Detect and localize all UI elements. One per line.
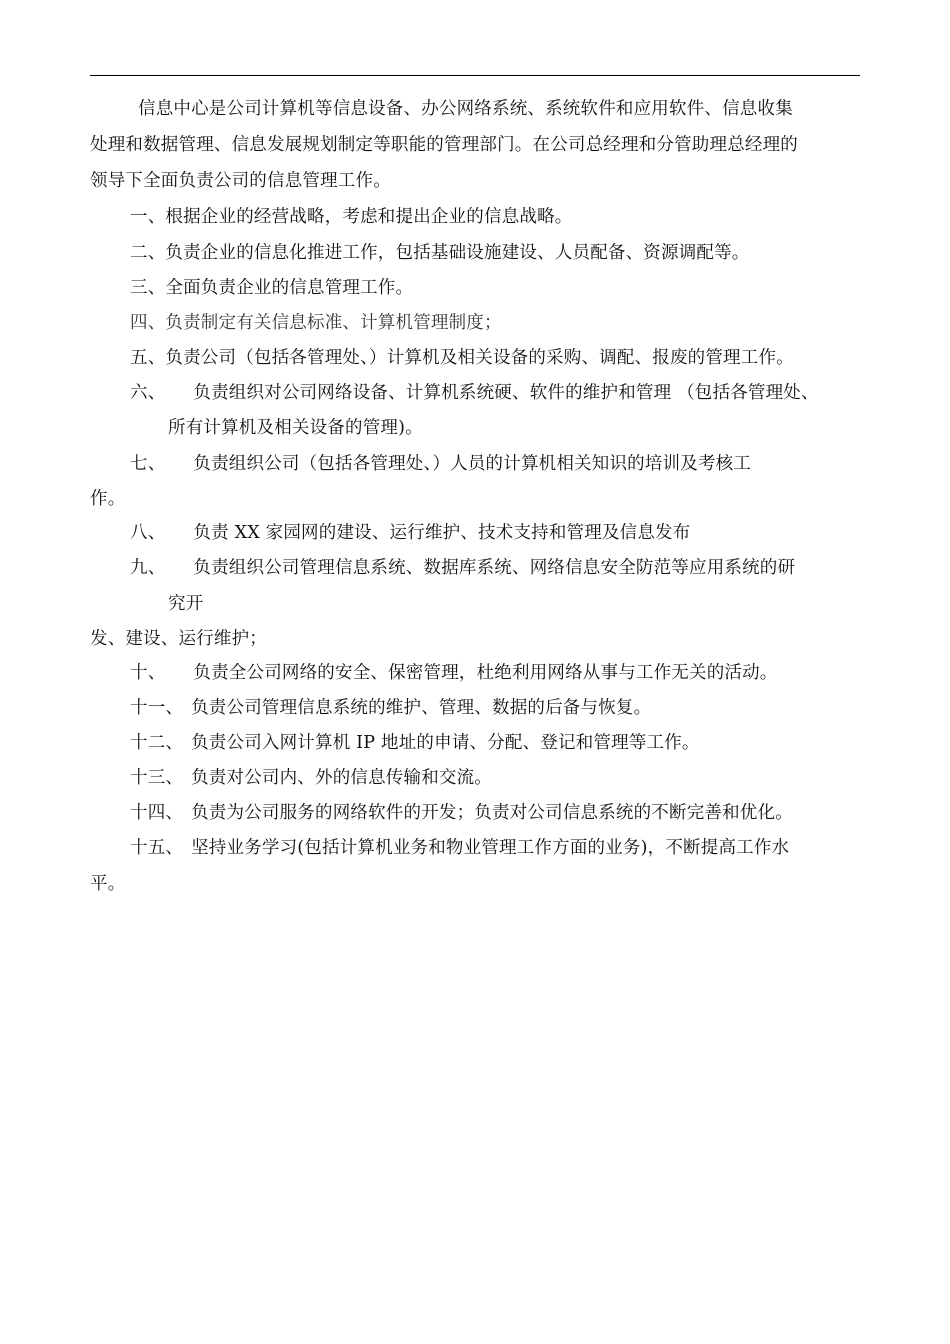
item-text: 负责为公司服务的网络软件的开发；负责对公司信息系统的不断完善和优化。 — [191, 803, 793, 823]
list-item — [130, 453, 751, 475]
list-item — [130, 382, 819, 404]
item-text: 负责组织对公司网络设备、计算机系统硬、软件的维护和管理 （包括各管理处、 — [193, 383, 819, 403]
item-text: 负责 XX 家园网的建设、运行维护、技术支持和管理及信息发布 — [193, 523, 691, 543]
item-text: 负责全公司网络的安全、保密管理，杜绝利用网络从事与工作无关的活动。 — [193, 663, 778, 683]
item-continuation: 究开 — [168, 594, 204, 614]
item-number: 四、 — [130, 313, 166, 333]
item-number: 一、 — [130, 207, 166, 227]
item-number: 十四、 — [130, 803, 184, 823]
list-item — [130, 802, 793, 824]
item-text: 负责公司管理信息系统的维护、管理、数据的后备与恢复。 — [191, 698, 652, 718]
list-item — [130, 206, 573, 228]
item-number: 三、 — [130, 278, 166, 298]
item-number: 十一、 — [130, 698, 184, 718]
item-text: 负责组织公司管理信息系统、数据库系统、网络信息安全防范等应用系统的研 — [193, 558, 796, 578]
item-wrap: 发、建设、运行维护； — [90, 629, 267, 649]
item-number: 八、 — [130, 523, 166, 543]
item-text: 根据企业的经营战略，考虑和提出企业的信息战略。 — [165, 207, 573, 227]
item-text: 负责对公司内、外的信息传输和交流。 — [191, 768, 493, 788]
intro-line-2: 处理和数据管理、信息发展规划制定等职能的管理部门。在公司总经理和分管助理总经理的 — [90, 135, 798, 155]
item-number: 十、 — [130, 663, 166, 683]
item-text: 负责制定有关信息标准、计算机管理制度； — [165, 313, 502, 333]
item-text: 负责组织公司（包括各管理处、）人员的计算机相关知识的培训及考核工 — [193, 454, 752, 474]
item-continuation: 所有计算机及相关设备的管理)。 — [168, 418, 423, 438]
item-text: 负责企业的信息化推进工作，包括基础设施建设、人员配备、资源调配等。 — [165, 243, 750, 263]
item-number: 十二、 — [130, 733, 184, 753]
list-item — [130, 767, 492, 789]
list-item — [130, 557, 795, 579]
item-wrap: 作。 — [90, 489, 126, 509]
list-item — [130, 697, 651, 719]
item-number: 九、 — [130, 558, 166, 578]
item-text: 负责公司入网计算机 IP 地址的申请、分配、登记和管理等工作。 — [191, 733, 700, 753]
list-item — [130, 732, 700, 754]
item-number: 七、 — [130, 454, 166, 474]
intro-line-3: 领导下全面负责公司的信息管理工作。 — [90, 171, 391, 191]
list-item — [130, 277, 413, 299]
item-number: 二、 — [130, 243, 166, 263]
item-number: 六、 — [130, 383, 166, 403]
list-item — [130, 522, 690, 544]
item-text: 全面负责企业的信息管理工作。 — [165, 278, 414, 298]
intro-line-1: 信息中心是公司计算机等信息设备、办公网络系统、系统软件和应用软件、信息收集 — [138, 99, 793, 119]
list-item — [130, 837, 789, 859]
list-item — [130, 312, 502, 334]
list-item — [130, 662, 778, 684]
list-item — [130, 347, 794, 369]
item-number: 五、 — [130, 348, 166, 368]
item-text: 负责公司（包括各管理处、）计算机及相关设备的采购、调配、报废的管理工作。 — [165, 348, 794, 368]
header-rule — [90, 75, 860, 76]
item-text: 坚持业务学习(包括计算机业务和物业管理工作方面的业务)，不断提高工作水 — [191, 838, 790, 858]
item-wrap: 平。 — [90, 874, 126, 894]
item-number: 十三、 — [130, 768, 184, 788]
item-number: 十五、 — [130, 838, 184, 858]
list-item — [130, 242, 750, 264]
